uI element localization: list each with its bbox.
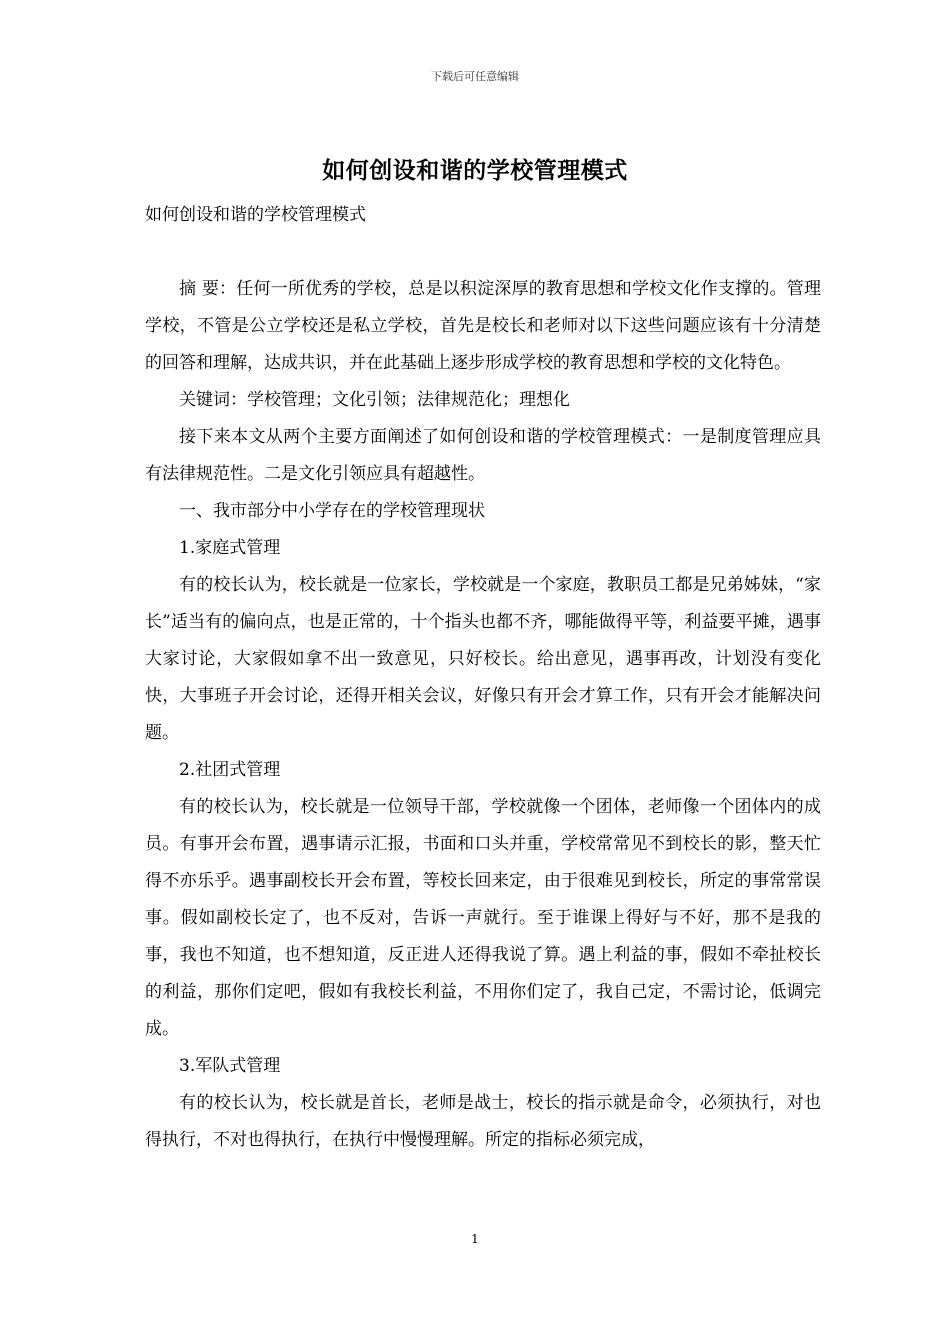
subsection-heading-2: 2.社团式管理 — [179, 760, 281, 780]
body-paragraph: 有的校长认为，校长就是一位家长，学校就是一个家庭，教职员工都是兄弟姊妹，“家长”适当有的偏向点，也是正常的，十个指头也都不齐，哪能做得平等，利益要平摊，遇事大家讨论，大家假如拿不出一致意见，只好校长。给出意见，遇事再改，计划没有变化快，大事班子开会讨论，还得开相关会议，好像只有开会才算工作，只有开会才能解决问题。 — [145, 575, 821, 743]
keywords-paragraph: 关键词：学校管理；文化引领；法律规范化；理想化 — [179, 390, 570, 410]
body-paragraph: 有的校长认为，校长就是一位领导干部，学校就像一个团体，老师像一个团体内的成员。有事开会布置，遇事请示汇报，书面和口头并重，学校常常见不到校长的影，整天忙得不亦乐乎。遇事副校长开会布置，等校长回来定，由于很难见到校长，所定的事常常误事。假如副校长定了，也不反对，告诉一声就行。至于谁课上得好与不好，那不是我的事，我也不知道，也不想知道，反正进人还得我说了算。遇上利益的事，假如不牵扯校长的利益，那你们定吧，假如有我校长利益，不用你们定了，我自己定，不需讨论，低调完成。 — [145, 797, 821, 1039]
abstract-paragraph: 摘 要：任何一所优秀的学校，总是以积淀深厚的教育思想和学校文化作支撑的。管理学校，不管是公立学校还是私立学校，首先是校长和老师对以下这些问题应该有十分清楚的回答和理解，达成共识，并在此基础上逐步形成学校的教育思想和学校的文化特色。 — [145, 279, 821, 373]
document-title: 如何创设和谐的学校管理模式 — [322, 158, 628, 184]
header-note: 下载后可任意编辑 — [431, 70, 519, 83]
section-heading-1: 一、我市部分中小学存在的学校管理现状 — [179, 501, 485, 521]
document-subtitle: 如何创设和谐的学校管理模式 — [145, 205, 366, 225]
page-number: 1 — [471, 1232, 479, 1246]
document-body — [145, 197, 821, 1159]
subsection-heading-1: 1.家庭式管理 — [179, 538, 281, 558]
subsection-heading-3: 3.军队式管理 — [179, 1056, 281, 1076]
body-paragraph: 有的校长认为，校长就是首长，老师是战士，校长的指示就是命令，必须执行，对也得执行，不对也得执行，在执行中慢慢理解。所定的指标必须完成， — [145, 1093, 821, 1150]
intro-paragraph: 接下来本文从两个主要方面阐述了如何创设和谐的学校管理模式：一是制度管理应具有法律规范性。二是文化引领应具有超越性。 — [145, 427, 821, 484]
